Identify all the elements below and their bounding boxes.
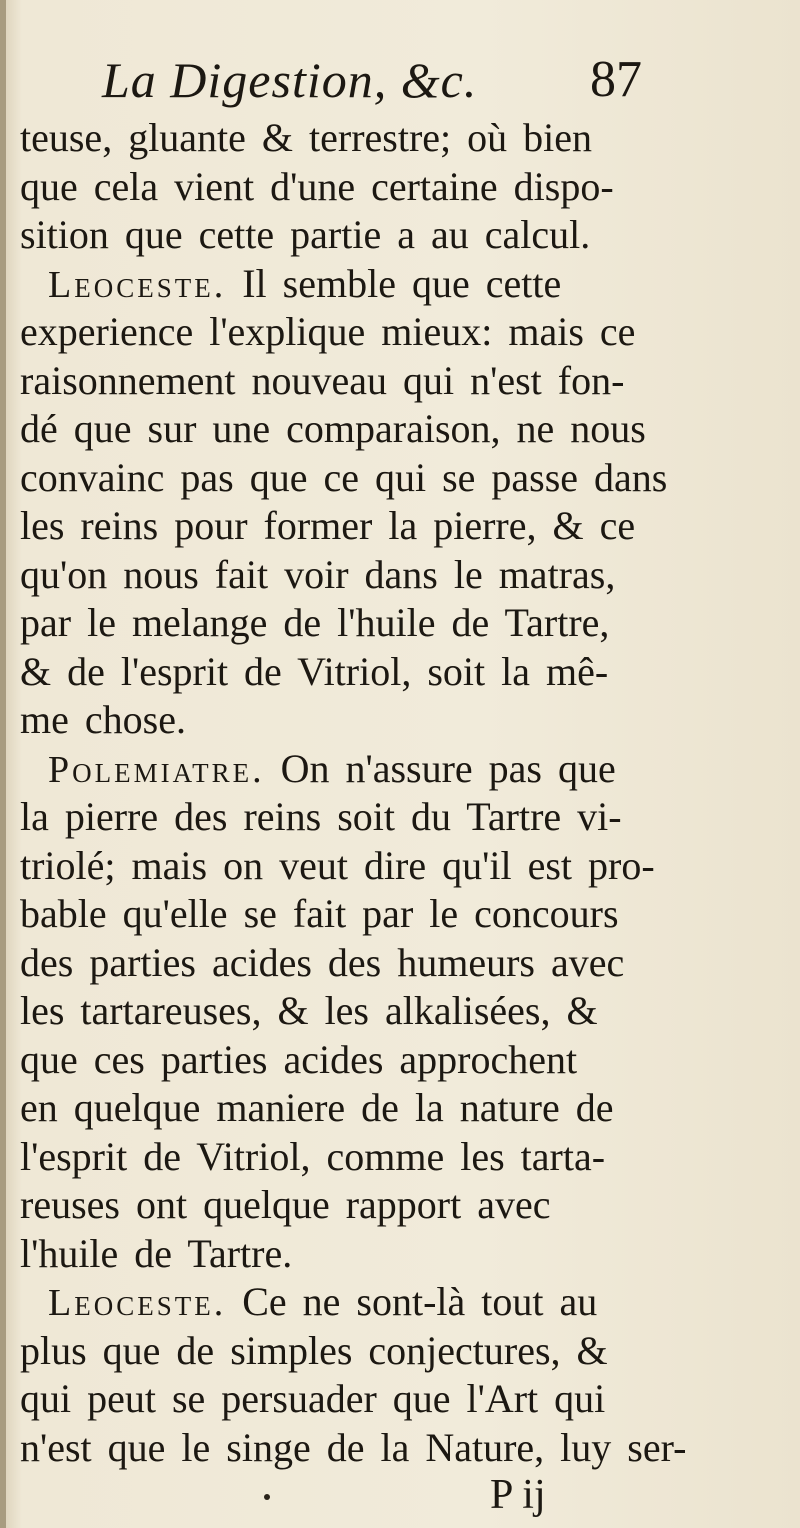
line-text: experience l'explique mieux: mais ce bbox=[20, 309, 636, 354]
text-line bbox=[20, 260, 670, 309]
text-line bbox=[20, 163, 670, 212]
line-text: triolé; mais on veut dire qu'il est pro- bbox=[20, 842, 655, 888]
line-text: bable qu'elle se fait par le concours bbox=[20, 891, 619, 936]
text-line bbox=[20, 405, 670, 454]
text-line bbox=[20, 1230, 670, 1279]
line-text: l'esprit de Vitriol, comme les tarta- bbox=[20, 1133, 606, 1179]
text-line bbox=[20, 211, 670, 260]
text-line bbox=[20, 890, 670, 939]
line-text: Ce ne sont-là tout au bbox=[242, 1279, 598, 1324]
text-line bbox=[20, 551, 670, 600]
text-line bbox=[20, 1327, 670, 1376]
line-text: qui peut se persuader que l'Art qui bbox=[20, 1376, 606, 1421]
text-line bbox=[20, 1084, 670, 1133]
text-line bbox=[20, 1036, 670, 1085]
line-text: les reins pour former la pierre, & ce bbox=[20, 503, 636, 548]
text-line bbox=[20, 696, 670, 745]
text-line bbox=[20, 939, 670, 988]
signature-mark: P ij bbox=[490, 1472, 546, 1518]
text-line bbox=[20, 1424, 687, 1473]
speaker-name: Leoceste. bbox=[48, 1282, 227, 1324]
text-line bbox=[20, 502, 670, 551]
text-line bbox=[20, 1375, 670, 1424]
text-line bbox=[20, 745, 670, 794]
text-line bbox=[20, 1181, 670, 1230]
line-text: par le melange de l'huile de Tartre, bbox=[20, 600, 610, 645]
running-title: La Digestion, &c. bbox=[102, 52, 478, 108]
line-text: convainc pas que ce qui se passe dans bbox=[20, 454, 668, 500]
text-line bbox=[20, 793, 670, 842]
text-line bbox=[20, 1278, 670, 1327]
speaker-name: Leoceste. bbox=[48, 263, 227, 306]
line-text: reuses ont quelque rapport avec bbox=[20, 1182, 551, 1227]
line-text: & de l'esprit de Vitriol, soit la mê- bbox=[20, 648, 609, 694]
text-line bbox=[20, 454, 670, 503]
running-head bbox=[102, 48, 642, 112]
line-text: raisonnement nouveau qui n'est fon- bbox=[20, 357, 625, 403]
line-text: sition que cette partie a au calcul. bbox=[20, 212, 591, 257]
text-line bbox=[20, 114, 670, 163]
line-text: plus que de simples conjectures, & bbox=[20, 1327, 608, 1373]
line-text: des parties acides des humeurs avec bbox=[20, 939, 625, 985]
line-text: teuse, gluante & terrestre; où bien bbox=[20, 115, 593, 160]
speaker-name: Polemiatre. bbox=[48, 748, 265, 791]
line-text: qu'on nous fait voir dans le matras, bbox=[20, 551, 616, 597]
text-line bbox=[20, 357, 670, 406]
line-text: dé que sur une comparaison, ne nous bbox=[20, 406, 646, 451]
line-text: les tartareuses, & les alkalisées, & bbox=[20, 988, 598, 1033]
ink-dot bbox=[264, 1494, 270, 1500]
text-line bbox=[20, 648, 670, 697]
line-text: que ces parties acides approchent bbox=[20, 1036, 578, 1082]
line-text: On n'assure pas que bbox=[280, 745, 616, 791]
text-line bbox=[20, 842, 670, 891]
line-text: me chose. bbox=[20, 697, 186, 742]
line-text: que cela vient d'une certaine dispo- bbox=[20, 163, 614, 209]
text-line bbox=[20, 987, 670, 1036]
page-edge bbox=[0, 0, 6, 1528]
text-line bbox=[20, 308, 670, 357]
text-line bbox=[20, 599, 670, 648]
line-text: la pierre des reins soit du Tartre vi- bbox=[20, 794, 622, 839]
text-body bbox=[20, 114, 687, 1472]
line-text: l'huile de Tartre. bbox=[20, 1230, 293, 1276]
page-number: 87 bbox=[590, 51, 642, 108]
line-text: n'est que le singe de la Nature, luy ser- bbox=[20, 1424, 687, 1470]
line-text: en quelque maniere de la nature de bbox=[20, 1085, 614, 1130]
text-line bbox=[20, 1133, 670, 1182]
line-text: Il semble que cette bbox=[242, 260, 562, 306]
